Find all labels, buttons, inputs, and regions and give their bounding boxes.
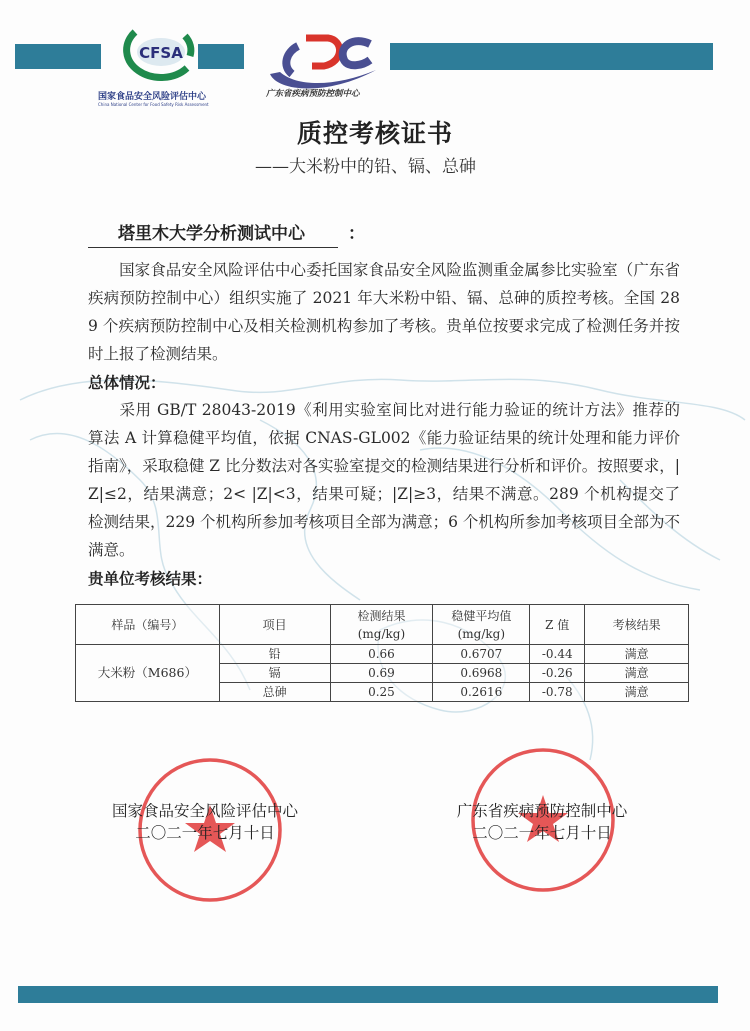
header-bar-left (15, 44, 101, 69)
results-heading: 贵单位考核结果： (88, 569, 213, 588)
header-robust-mean-unit: (mg/kg) (457, 626, 506, 641)
sample-cell: 大米粉（M686） (76, 645, 220, 702)
intro-text: 国家食品安全风险评估中心委托国家食品安全风险监测重金属参比实验室（广东省疾病预防控制中心）组织实施了 2021 年大米粉中铅、镉、总砷的质控考核。全国 289 个疾病预防控制中心及相关检测机构参加了考核。贵单位按要求完成了检测任务并按时上报了检测结果。 (88, 261, 680, 363)
robust-mean-cell: 0.2616 (433, 683, 530, 702)
overview-heading: 总体情况： (88, 373, 166, 392)
addressee-colon: ： (348, 224, 365, 244)
results-table (75, 604, 689, 702)
signature-org: 国家食品安全风险评估中心 (111, 802, 298, 820)
certificate-body (88, 222, 680, 702)
overview-text: 采用 GB/T 28043-2019《利用实验室间比对进行能力验证的统计方法》推荐的算法 A 计算稳健平均值，依据 CNAS-GL002《能力验证结果的统计处理和能力评价指南》，采取稳健 Z 比分数法对各实验室提交的检测结果进行分析和评价。按照要求，|Z|≤2，结果满意；2< |Z|<3，结果可疑；|Z|≥3，结果不满意。289 个机构提交了检测结果，229 个机构所参加考核项目全部为满意；6 个机构所参加考核项目全部为不满意。 (88, 401, 680, 559)
cdc-logo-caption: 广东省疾病预防控制中心 (266, 89, 360, 99)
item-cell: 铅 (219, 645, 330, 664)
addressee-name: 塔里木大学分析测试中心 (88, 222, 338, 248)
item-cell: 总砷 (219, 683, 330, 702)
header-bar-right (390, 43, 713, 70)
evaluation-cell: 满意 (585, 645, 689, 664)
cdc-logo (258, 26, 388, 90)
signature-date: 二〇二一年七月十日 (135, 824, 275, 842)
intro-paragraph (88, 256, 680, 368)
header-result-label: 检测结果 (357, 608, 406, 623)
evaluation-cell: 满意 (585, 683, 689, 702)
signature-org: 广东省疾病预防控制中心 (456, 802, 628, 820)
robust-mean-cell: 0.6968 (433, 664, 530, 683)
z-value-cell: -0.44 (530, 645, 585, 664)
cfsa-logo (95, 26, 225, 92)
header-result-unit: (mg/kg) (357, 626, 406, 641)
result-cell: 0.69 (330, 664, 433, 683)
signature-gdcdc (442, 800, 642, 844)
overview-paragraph (88, 396, 680, 564)
footer-bar (18, 986, 718, 1003)
result-cell: 0.25 (330, 683, 433, 702)
addressee (88, 222, 680, 248)
cfsa-logo-captions (98, 92, 209, 108)
z-value-cell: -0.26 (530, 664, 585, 683)
page-title: 质控考核证书 (296, 119, 453, 148)
header-item: 项目 (219, 605, 330, 645)
header-evaluation: 考核结果 (585, 605, 689, 645)
cdc-logo-captions (266, 90, 360, 100)
header-robust-mean-label: 稳健平均值 (451, 608, 512, 623)
cfsa-logo-caption-en: China National Center for Food Safety Risk Assessment (98, 102, 209, 108)
header-z-value: Z 值 (530, 605, 585, 645)
results-table-wrap (75, 604, 689, 702)
header-result (330, 605, 433, 645)
evaluation-cell: 满意 (585, 664, 689, 683)
page-subtitle: ——大米粉中的铅、镉、总砷 (255, 157, 476, 177)
signature-cfsa (100, 800, 310, 844)
table-header-row (76, 605, 689, 645)
z-value-cell: -0.78 (530, 683, 585, 702)
table-row (76, 645, 689, 664)
result-cell: 0.66 (330, 645, 433, 664)
header-sample: 样品（编号） (76, 605, 220, 645)
signature-date: 二〇二一年七月十日 (472, 824, 612, 842)
header-robust-mean (433, 605, 530, 645)
robust-mean-cell: 0.6707 (433, 645, 530, 664)
item-cell: 镉 (219, 664, 330, 683)
cfsa-logo-caption: 国家食品安全风险评估中心 (98, 92, 207, 102)
svg-text:CFSA: CFSA (139, 44, 183, 62)
